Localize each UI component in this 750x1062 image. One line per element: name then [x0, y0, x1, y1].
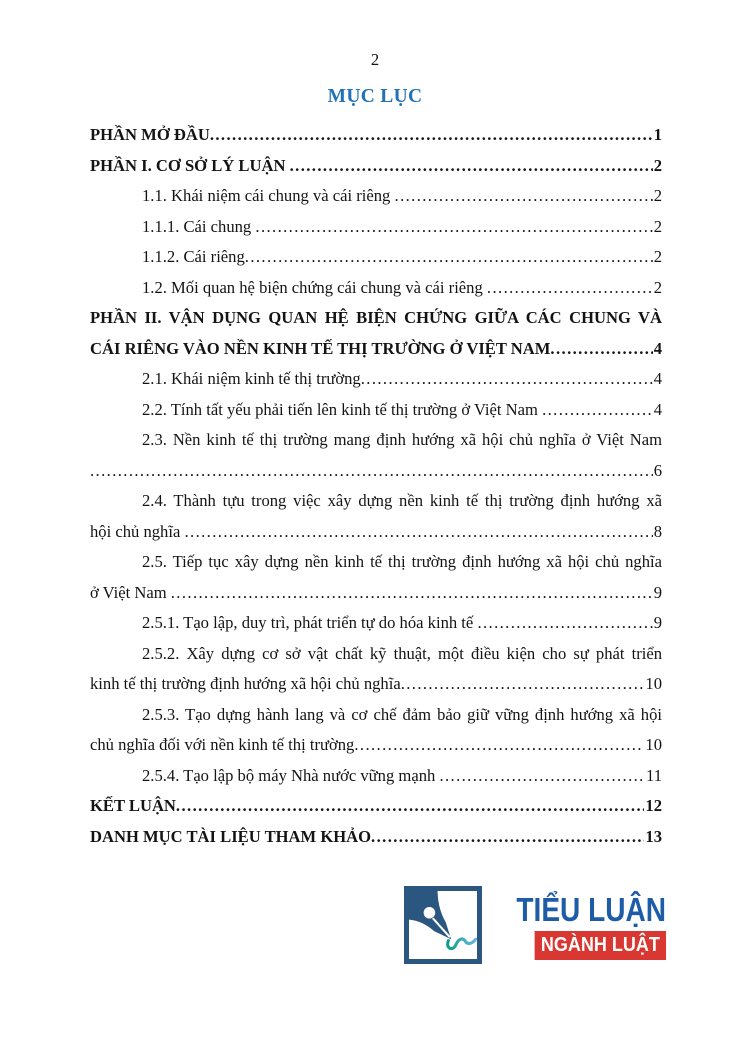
toc-line [90, 822, 662, 853]
dot-leader [184, 517, 652, 548]
logo-title: TIỂU LUẬN [516, 891, 666, 928]
toc-page-number: 2 [653, 247, 662, 266]
toc-entry [90, 151, 662, 182]
toc-line [90, 242, 662, 273]
dot-leader [395, 181, 653, 212]
pen-nib-icon [404, 886, 482, 964]
toc-entry-text: kinh tế thị trường định hướng xã hội chủ nghĩa [90, 674, 401, 693]
page-title: MỤC LỤC [327, 86, 423, 107]
toc-entry [90, 181, 662, 212]
dot-leader [90, 456, 653, 487]
logo-text-block [490, 893, 666, 960]
toc-entry-text: 2.3. Nền kinh tế thị trường mang định hướng xã hội chủ nghĩa ở Việt Nam [142, 430, 662, 449]
toc-list [90, 120, 662, 852]
toc-page-number: 2 [653, 155, 662, 175]
toc-line [90, 334, 662, 365]
dot-leader [542, 395, 653, 426]
toc-entry [90, 212, 662, 243]
toc-entry-text: 1.1.1. Cái chung [142, 216, 256, 236]
toc-entry-text: 2.4. Thành tựu trong việc xây dựng nền kinh tế thị trường định hướng xã [142, 491, 662, 510]
dot-leader [487, 273, 653, 304]
toc-line [90, 517, 662, 548]
toc-entry-text: 1.1. Khái niệm cái chung và cái riêng [142, 186, 395, 205]
toc-entry [90, 700, 662, 761]
dot-leader [245, 242, 653, 273]
toc-page-number: 9 [653, 582, 662, 602]
toc-entry [90, 364, 662, 395]
publisher-logo [404, 886, 666, 964]
toc-entry-text: ở Việt Nam [90, 582, 171, 602]
toc-line [90, 791, 662, 822]
toc-page-number: 4 [653, 369, 662, 388]
toc-page-number: 4 [653, 399, 662, 419]
toc-page-number: 4 [653, 338, 662, 358]
toc-entry [90, 303, 662, 364]
toc-line [90, 364, 662, 395]
toc-entry-text: 1.2. Mối quan hệ biện chứng cái chung và cái riêng [142, 277, 487, 297]
toc-entry [90, 639, 662, 700]
toc-entry-text: PHẦN I. CƠ SỞ LÝ LUẬN [90, 155, 290, 175]
dot-leader [401, 669, 645, 700]
toc-page-number: 6 [653, 460, 662, 480]
toc-entry [90, 425, 662, 486]
toc-entry-text: 2.5.4. Tạo lập bộ máy Nhà nước vững mạnh [142, 765, 440, 785]
toc-entry-text: PHẦN MỞ ĐẦU [90, 125, 210, 144]
toc-entry [90, 791, 662, 822]
toc-entry [90, 486, 662, 547]
toc-page-number: 13 [645, 826, 662, 846]
toc-entry [90, 547, 662, 608]
dot-leader [477, 608, 652, 639]
toc-line [90, 120, 662, 151]
dot-leader [255, 212, 652, 243]
toc-entry [90, 242, 662, 273]
dot-leader [371, 822, 644, 853]
toc-line [90, 395, 662, 426]
toc-page-number: 8 [653, 521, 662, 541]
toc-entry [90, 761, 662, 792]
toc-entry-text: 2.5.1. Tạo lập, duy trì, phát triển tự do hóa kinh tế [142, 613, 478, 632]
toc-line [90, 578, 662, 609]
page-number: 2 [370, 50, 380, 69]
toc-entry [90, 120, 662, 151]
toc-entry [90, 273, 662, 304]
toc-line [90, 669, 662, 700]
toc-page-number: 2 [653, 216, 662, 236]
toc-entry-text: DANH MỤC TÀI LIỆU THAM KHẢO [90, 826, 372, 846]
toc-line [90, 212, 662, 243]
toc-entry [90, 395, 662, 426]
toc-line [90, 273, 662, 304]
dot-leader [171, 578, 653, 609]
toc-entry-text: 1.1.2. Cái riêng [142, 247, 245, 266]
toc-entry-text: 2.5.2. Xây dựng cơ sở vật chất kỹ thuật, một điều kiện cho sự phát triển [142, 643, 662, 663]
dot-leader [550, 334, 652, 365]
dot-leader [354, 730, 644, 761]
toc-entry-text: CÁI RIÊNG VÀO NỀN KINH TẾ THỊ TRƯỜNG Ở VIỆT NAM [90, 338, 551, 358]
toc-entry-text: 2.5. Tiếp tục xây dựng nền kinh tế thị trường định hướng xã hội chủ nghĩa [142, 552, 662, 571]
dot-leader [290, 151, 653, 182]
toc-entry-text: 2.1. Khái niệm kinh tế thị trường [142, 369, 361, 388]
toc-entry [90, 608, 662, 639]
toc-entry-text: KẾT LUẬN [90, 796, 176, 815]
toc-line [90, 608, 662, 639]
toc-page-number: 10 [645, 674, 662, 693]
toc-page-number: 10 [645, 735, 662, 754]
toc-line [90, 730, 662, 761]
toc-entry-text: chủ nghĩa đối với nền kinh tế thị trường [90, 735, 355, 754]
dot-leader [210, 120, 653, 151]
toc-line [90, 456, 662, 487]
toc-page-number: 2 [653, 186, 662, 205]
toc-entry-text: PHẦN II. VẬN DỤNG QUAN HỆ BIỆN CHỨNG GIỮA CÁC CHUNG VÀ [90, 308, 662, 327]
toc-page-number: 9 [653, 613, 662, 632]
toc-entry-text: 2.5.3. Tạo dựng hành lang và cơ chế đảm bảo giữ vững định hướng xã hội [142, 704, 662, 724]
toc-line [90, 151, 662, 182]
toc-entry [90, 822, 662, 853]
toc-page-number: 11 [646, 765, 662, 785]
toc-page-number: 12 [645, 796, 662, 815]
toc-entry-text: hội chủ nghĩa [90, 521, 185, 541]
dot-leader [439, 761, 645, 792]
dot-leader [361, 364, 653, 395]
toc-entry-text: 2.2. Tính tất yếu phải tiến lên kinh tế thị trường ở Việt Nam [142, 399, 543, 419]
toc-page-number: 1 [653, 125, 662, 144]
dot-leader [176, 791, 644, 822]
toc-page-number: 2 [653, 277, 662, 297]
toc-line [90, 761, 662, 792]
toc-line [90, 181, 662, 212]
logo-subtitle-badge: NGÀNH LUẬT [534, 931, 666, 960]
